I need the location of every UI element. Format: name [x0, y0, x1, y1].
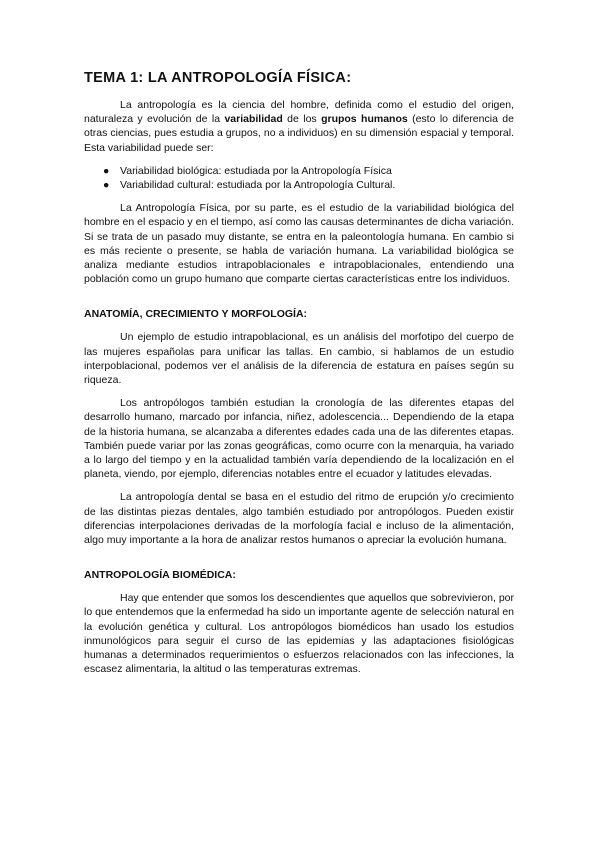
section-anatomia: [84, 308, 514, 547]
paragraph: La antropología dental se basa en el estudio del ritmo de erupción y/o crecimiento de las distintas piezas dentales, algo también estudiado por antropólogos. Pueden existir diferencias interpolaciones derivadas de la morfología facial e incluso de la alimentación, algo muy importante a la hora de analizar restos humanos o apreciar la evolución humana.: [84, 491, 514, 547]
page-title: TEMA 1: LA ANTROPOLOGÍA FÍSICA:: [84, 70, 352, 86]
section-heading: ANATOMÍA, CRECIMIENTO Y MORFOLOGÍA:: [84, 308, 308, 321]
list-item-text: Variabilidad biológica: estudiada por la Antropología Física: [120, 164, 392, 177]
bullet-icon: ●: [103, 179, 110, 192]
intro-paragraph-1: [84, 98, 514, 155]
paragraph: Un ejemplo de estudio intrapoblacional, es un análisis del morfotipo del cuerpo de las mujeres españolas para unificar las tallas. En cambio, si hablamos de un estudio interpoblacional, podemos ver el análisis de la diferencia de estatura en países según su riqueza.: [84, 331, 514, 387]
bold-grupos-humanos: grupos humanos: [321, 113, 408, 126]
section-biomedica: [84, 569, 514, 676]
paragraph: Los antropólogos también estudian la cronología de las diferentes etapas del desarrollo humano, marcado por infancia, niñez, adolescencia... Dependiendo de la etapa de la historia humana, se alcanzaba a diferentes edades cada una de las diferentes etapas. También puede variar por las zonas geográficas, como ocurre con la menarquia, ha variado a lo largo del tiempo y en la actualidad también varía dependiendo de la localización en el planeta, viendo, por ejemplo, diferencias notables entre el ecuador y latitudes elevadas.: [84, 397, 514, 481]
paragraph: Hay que entender que somos los descendientes que aquellos que sobrevivieron, por lo que entendemos que la enfermedad ha sido un importante agente de selección natural en la evolución genética y cultural. Los antropólogos biomédicos han usado los estudios inmunológicos para seguir el curso de las epidemias y las adaptaciones fisiológicas humanas a determinados requerimientos o esfuerzos relacionados con las infecciones, la escasez alimentaria, la altitud o las temperaturas extremas.: [84, 592, 515, 676]
list-item: [103, 178, 514, 192]
bold-variabilidad: variabilidad: [224, 113, 283, 126]
intro-paragraph-2: La Antropología Física, por su parte, es el estudio de la variabilidad biológica del hombre en el espacio y en el tiempo, así como las causas determinantes de dicha variación. Si se trata de un pasado muy distante, se entra en la paleontología humana. En cambio si es más reciente o presente, se habla de variación humana. La variabilidad biológica se analiza mediante estudios intrapoblacionales e intrapoblacionales, entendiendo una población como un grupo humano que comparte ciertas características entre los individuos.: [84, 202, 514, 286]
bullet-icon: ●: [103, 164, 110, 177]
intro-text-a: La antropología es la ciencia del hombre, definida como el estudio del origen, naturaleza y evolución de la: [84, 99, 514, 126]
list-item-text: Variabilidad cultural: estudiada por la Antropología Cultural.: [120, 179, 396, 192]
intro-text-d: (esto lo diferencia de otras ciencias, pues estudia a grupos, no a individuos) en su dimensión espacial y temporal. Esta variabilidad puede ser:: [84, 113, 514, 154]
section-heading: ANTROPOLOGÍA BIOMÉDICA:: [84, 569, 236, 582]
document-body: [84, 70, 514, 686]
list-item: [103, 164, 514, 178]
variability-list: [84, 164, 514, 192]
intro-text-c: de los: [282, 113, 322, 126]
